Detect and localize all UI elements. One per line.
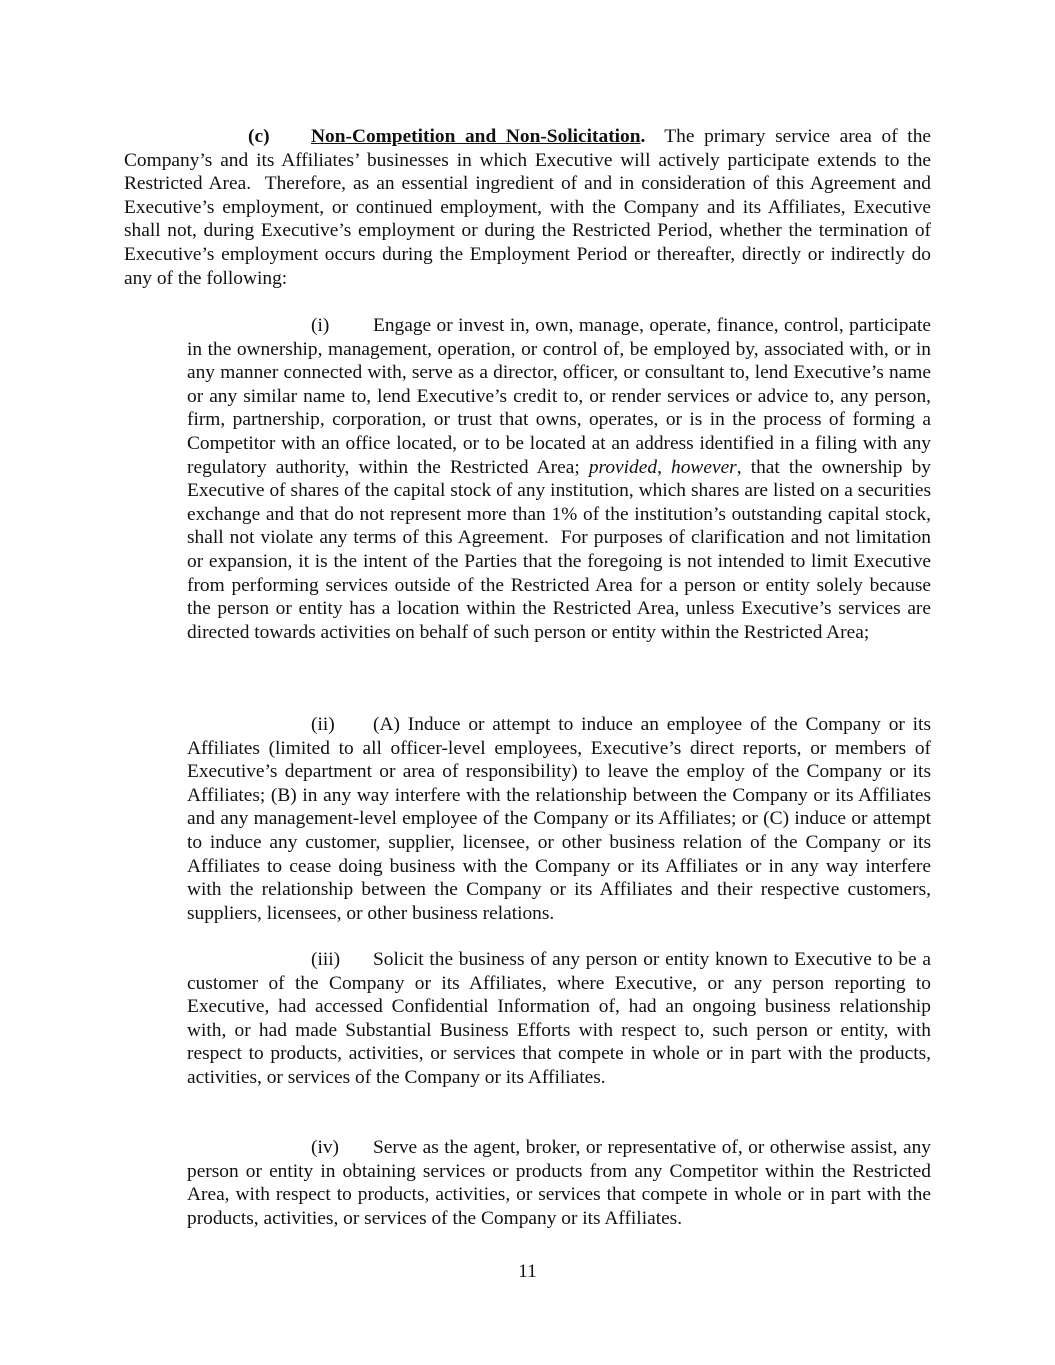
subsection-i-text-2: , bbox=[657, 456, 672, 478]
subsection-i-text-3: , that the ownership by Executive of shares of the capital stock of any institution, which shares are listed on a securities exchange and that do not represent more than 1% of the institution’s outstanding capital stock, shall not violate any terms of this Agreement. For purposes of clarification and not limitation or expansion, it is the intent of the Parties that the foregoing is not intended to limit Executive from performing services outside of the Restricted Area for a person or entity solely because the person or entity has a location within the Restricted Area, unless Executive’s services are directed towards activities on behalf of such person or entity within the Restricted Area; bbox=[187, 456, 936, 643]
subsection-iv-label: (iv) bbox=[311, 1137, 339, 1158]
section-c-label: (c) bbox=[248, 126, 270, 147]
subsection-iii-text: Solicit the business of any person or entity known to Executive to be a customer of the Company or its Affiliates, where Executive, or any person reporting to Executive, had accessed Confidential Information of, had an ongoing business relationship with, or had made Substantial Business Efforts with respect to, such person or entity, with respect to products, activities, or services that compete in whole or in part with the products, activities, or services of the Company or its Affiliates. bbox=[187, 949, 931, 1088]
section-c-text: The primary service area of the Company’s and its Affiliates’ businesses in which Executive will actively participate extends to the Restricted Area. Therefore, as an essential ingredient of and in consideration of this Agreement and Executive’s employment, or continued employment, with the Company and its Affiliates, Executive shall not, during Executive’s employment or during the Restricted Period, whether the termination of Executive’s employment occurs during the Employment Period or thereafter, directly or indirectly do any of the following: bbox=[124, 126, 936, 289]
section-c-paragraph bbox=[124, 125, 936, 290]
subsection-i-text-1: Engage or invest in, own, manage, operate, finance, control, participate in the ownership, management, operation, or control of, be employed by, associated with, or in any manner connected with, serve as a director, officer, or consultant to, lend Executive’s name or any similar name to, lend Executive’s credit to, or render services or advice to, any person, firm, partnership, corporation, or trust that owns, operates, or is in the process of forming a Competitor with an office located, or to be located at an address identified in a filing with any regulatory authority, within the Restricted Area; bbox=[187, 315, 931, 478]
page-number: 11 bbox=[518, 1261, 537, 1282]
subsection-ii-text: (A) Induce or attempt to induce an employee of the Company or its Affiliates (limited to all officer-level employees, Executive’s direct reports, or members of Executive’s department or area of responsibility) to leave the employ of the Company or its Affiliates; (B) in any way interfere with the relationship between the Company or its Affiliates and any management-level employee of the Company or its Affiliates; or (C) induce or attempt to induce any customer, supplier, licensee, or other business relation of the Company or its Affiliates to cease doing business with the Company or its Affiliates or in any way interfere with the relationship between the Company or its Affiliates and their respective customers, suppliers, licensees, or other business relations. bbox=[187, 714, 931, 924]
subsection-iv-text: Serve as the agent, broker, or representative of, or otherwise assist, any person or entity in obtaining services or products from any Competitor within the Restricted Area, with respect to products, activities, or services that compete in whole or in part with the products, activities, or services of the Company or its Affiliates. bbox=[187, 1137, 931, 1229]
subsection-i-paragraph bbox=[187, 314, 936, 644]
section-c-heading-period: . bbox=[640, 126, 646, 147]
subsection-iii-paragraph bbox=[187, 948, 931, 1090]
subsection-ii-paragraph bbox=[187, 713, 931, 925]
subsection-iii-label: (iii) bbox=[311, 949, 341, 970]
subsection-i-italic-however: however bbox=[671, 456, 737, 478]
section-c-heading: Non-Competition and Non-Solicitation bbox=[311, 126, 641, 147]
subsection-i-italic-provided: provided bbox=[588, 456, 658, 478]
subsection-ii-label: (ii) bbox=[311, 714, 335, 735]
subsection-iv-paragraph bbox=[187, 1136, 931, 1230]
subsection-i-label: (i) bbox=[311, 315, 330, 336]
